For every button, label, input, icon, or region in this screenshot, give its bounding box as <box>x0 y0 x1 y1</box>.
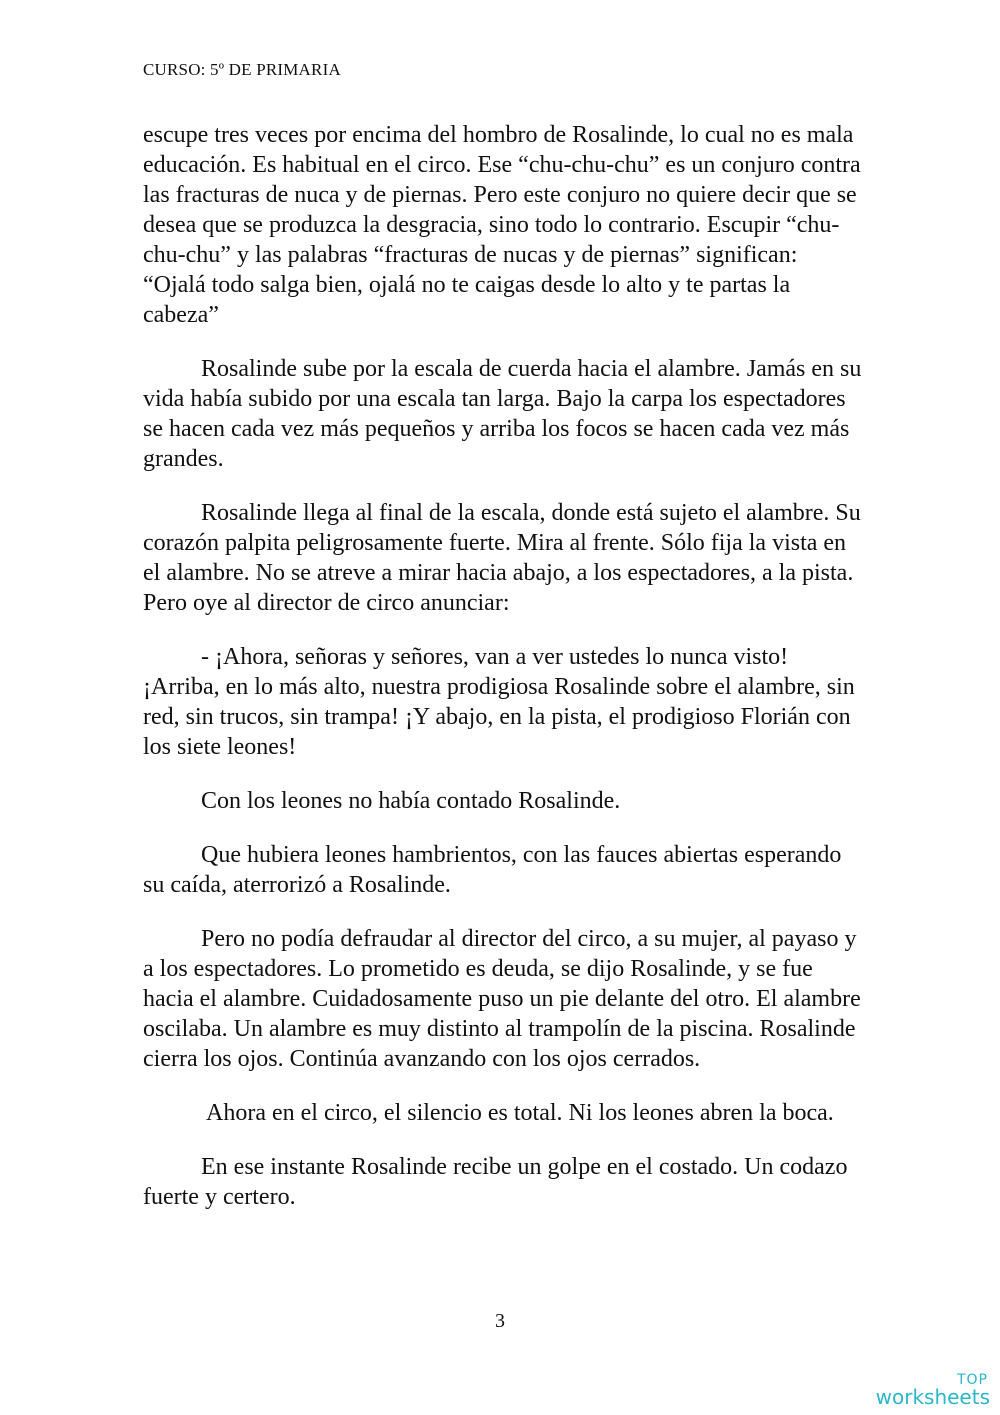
topworksheets-logo <box>876 1373 990 1407</box>
paragraph-5: Con los leones no había contado Rosalinde. <box>201 788 621 814</box>
paragraph-6: Que hubiera leones hambrientos, con las fauces abiertas esperando su caída, aterrorizó a Rosalinde. <box>143 842 842 898</box>
logo-top-text: TOP <box>956 1372 988 1388</box>
paragraph-3: Rosalinde llega al final de la escala, donde está sujeto el alambre. Su corazón palpita peligrosamente fuerte. Mira al frente. Sólo fija la vista en el alambre. No se atreve a mirar hacia abajo, a los espectadores, a la pista. Pero oye al director de circo anunciar: <box>143 500 861 616</box>
course-header: CURSO: 5º DE PRIMARIA <box>143 60 341 79</box>
story-body <box>143 120 863 1236</box>
logo-bottom-text: worksheets <box>875 1385 990 1409</box>
paragraph-4-dialogue: - ¡Ahora, señoras y señores, van a ver ustedes lo nunca visto! ¡Arriba, en lo más alto, nuestra prodigiosa Rosalinde sobre el alambre, sin red, sin trucos, sin trampa! ¡Y abajo, en la pista, el prodigioso Florián con los siete leones! <box>143 644 855 760</box>
paragraph-9: En ese instante Rosalinde recibe un golpe en el costado. Un codazo fuerte y certero. <box>143 1154 848 1210</box>
paragraph-7: Pero no podía defraudar al director del circo, a su mujer, al payaso y a los espectadores. Lo prometido es deuda, se dijo Rosalinde, y se fue hacia el alambre. Cuidadosamente puso un pie delante del otro. El alambre oscilaba. Un alambre es muy distinto al trampolín de la piscina. Rosalinde cierra los ojos. Continúa avanzando con los ojos cerrados. <box>143 926 861 1072</box>
paragraph-8: Ahora en el circo, el silencio es total. Ni los leones abren la boca. <box>206 1100 834 1126</box>
paragraph-2: Rosalinde sube por la escala de cuerda hacia el alambre. Jamás en su vida había subido por una escala tan larga. Bajo la carpa los espectadores se hacen cada vez más pequeños y arriba los focos se hacen cada vez más grandes. <box>143 356 862 472</box>
page-number: 3 <box>495 1310 505 1332</box>
paragraph-1: escupe tres veces por encima del hombro de Rosalinde, lo cual no es mala educación. Es habitual en el circo. Ese “chu-chu-chu” es un conjuro contra las fracturas de nuca y de piernas. Pero este conjuro no quiere decir que se desea que se produzca la desgracia, sino todo lo contrario. Escupir “chu-chu-chu” y las palabras “fracturas de nucas y de piernas” significan: “Ojalá todo salga bien, ojalá no te caigas desde lo alto y te partas la cabeza” <box>143 122 861 328</box>
